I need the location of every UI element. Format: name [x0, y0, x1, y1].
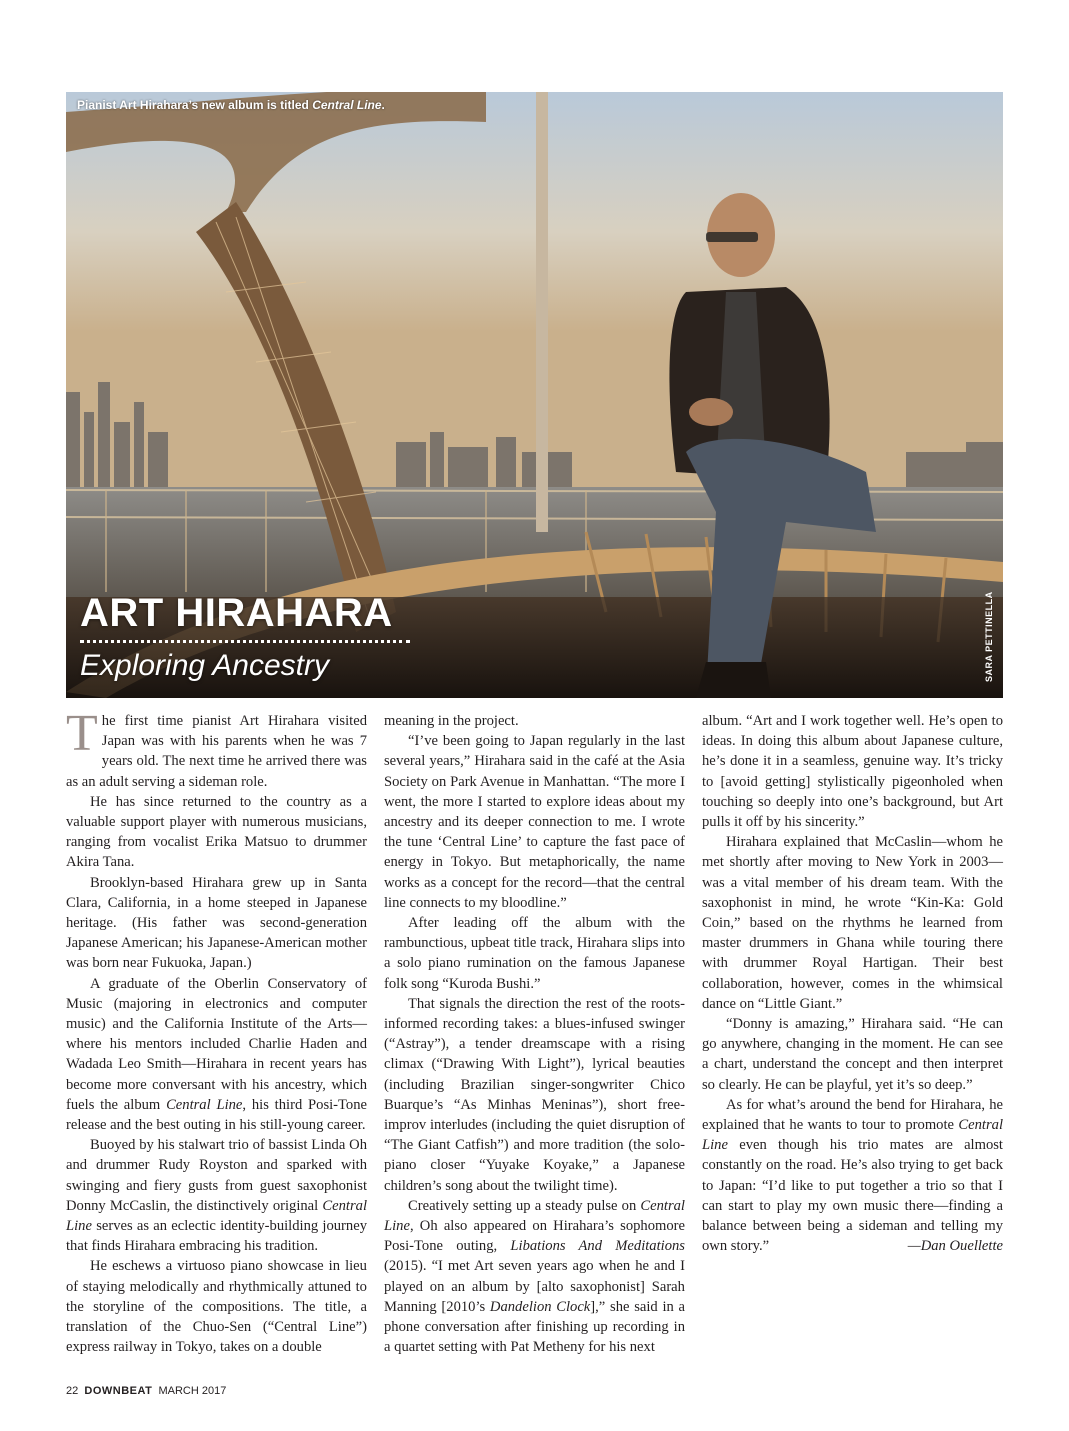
magazine-name: DOWNBEAT: [84, 1385, 153, 1397]
article-column-1: [66, 705, 368, 1358]
article-paragraph: Brooklyn-based Hirahara grew up in Santa Clara, California, in a home steeped in Japanese heritage. (His father was second-generation Japanese American; his Japanese-American mother was born near Fukuoka, Japan.): [66, 874, 367, 972]
article-paragraph: A graduate of the Oberlin Conservatory of Music (majoring in electronics and computer music) and the California Institute of the Arts—where his mentors included Charlie Haden and Wadada Leo Smith—Hirahara in recent years has become more conversant with his ancestry, which fuels the album Central Line, his third Posi-Tone release and the best outing in his still-young career.: [66, 975, 368, 1134]
article-paragraph: Hirahara explained that McCaslin—whom he met shortly after moving to New York in 2003—was a vital member of his dream team. With the saxophonist in mind, he wrote “Kin-Ka: Gold Coin,” based on the rhythms he learned from master drummers in Ghana while touring there with drummer Royal Hartigan. Their best collaboration, however, comes in the whimsical dance on “Little Giant.”: [702, 834, 1003, 1012]
title-divider: [80, 640, 410, 643]
article-paragraph: Buoyed by his stalwart trio of bassist Linda Oh and drummer Rudy Royston and sparked with swinging and fiery gusts from guest saxophonist Donny McCaslin, the distinctively original Central Line serves as an eclectic identity-building journey that finds Hirahara embracing his tradition.: [66, 1137, 367, 1255]
article-subtitle: Exploring Ancestry: [80, 649, 329, 682]
article-paragraph: He eschews a virtuoso piano showcase in lieu of staying melodically and rhythmically attuned to the storyline of the compositions. The title, a translation of the Chuo-Sen (“Central Line”) express railway in Tokyo, takes on a double: [66, 1258, 367, 1356]
article-paragraph: That signals the direction the rest of the roots-informed recording takes: a blues-infused swinger (“Astray”), a tender dreamscape with a rising climax (“Drawing With Light”), lyrical beauties (including Brazilian singer-songwriter Chico Buarque’s “As Minhas Meninas”), short free-improv interludes (including the quiet disruption of “The Giant Catfish”) and more tradition (the solo-piano closer “Yuyake Koyake,” a Japanese children’s song about the twilight time).: [384, 995, 685, 1194]
drop-cap: T: [66, 705, 98, 762]
article-paragraph: album. “Art and I work together well. He’s open to ideas. In doing this album about Japanese culture, he’s done it in a seamless, genuine way. It’s tricky to [avoid getting] stylistically pigeonholed when touching so deeply into one’s background, but Art pulls it off by his sincerity.”: [702, 713, 1004, 831]
page-footer: [66, 1385, 226, 1397]
caption-album-title: Central Line: [312, 98, 382, 112]
article-title: ART HIRAHARA: [80, 591, 393, 635]
title-block: [80, 590, 410, 683]
photo-caption: [77, 98, 385, 112]
article-paragraph: “I’ve been going to Japan regularly in the last several years,” Hirahara said in the café at the Asia Society on Park Avenue in Manhattan. “The more I went, the more I started to explore ideas about my ancestry and its deeper connection to me. I wrote the tune ‘Central Line’ to capture the fast pace of energy in Tokyo. But metaphorically, the name works as a concept for the record—that the central line connects to my bloodline.”: [384, 733, 685, 911]
article-paragraph: He has since returned to the country as a valuable support player with numerous musicians, ranging from vocalist Erika Matsuo to drummer Akira Tana.: [66, 793, 367, 871]
article-paragraph: After leading off the album with the rambunctious, upbeat title track, Hirahara slips into a solo piano rumination on the famous Japanese folk song “Kuroda Bushi.”: [384, 915, 685, 992]
caption-period: .: [381, 98, 385, 112]
page-number: 22: [66, 1385, 79, 1397]
article-paragraph: Creatively setting up a steady pulse on Central Line, Oh also appeared on Hirahara’s sophomore Posi-Tone outing, Libations And Meditations (2015). “I met Art seven years ago when he and I played on an album by [alto saxophonist] Sarah Manning [2010’s Dandelion Clock],” she said in a phone conversation after finishing up recording in a quartet setting with Pat Metheny for his next: [384, 1197, 686, 1356]
issue-date: MARCH 2017: [158, 1385, 227, 1397]
caption-text: Pianist Art Hirahara’s new album is titled: [77, 98, 309, 112]
article-paragraph: As for what’s around the bend for Hirahara, he explained that he wants to tour to promote Central Line even though his trio mates are almost constantly on the road. He’s also trying to get back to Japan: “I’d like to put together a trio so that I can start to play my own music there—finding a balance between being a sideman and telling my own story.” —Dan Ouellette: [702, 1095, 1003, 1257]
article-column-2: [384, 711, 685, 1358]
hero-photo: [66, 92, 1003, 698]
article-column-3: [702, 711, 1003, 1256]
article-paragraph: “Donny is amazing,” Hirahara said. “He can go anywhere, changing in the moment. He can see a chart, understand the concept and then interpret so clearly. He can be playful, yet it’s so deep.”: [702, 1016, 1003, 1093]
article-paragraph: The first time pianist Art Hirahara visited Japan was with his parents when he was 7 years old. The next time he arrived there was as an adult serving a sideman role.: [66, 705, 367, 790]
photo-credit: SARA PETTINELLA: [984, 591, 994, 682]
article-paragraph: meaning in the project.: [384, 713, 519, 729]
byline: —Dan Ouellette: [907, 1238, 1003, 1255]
